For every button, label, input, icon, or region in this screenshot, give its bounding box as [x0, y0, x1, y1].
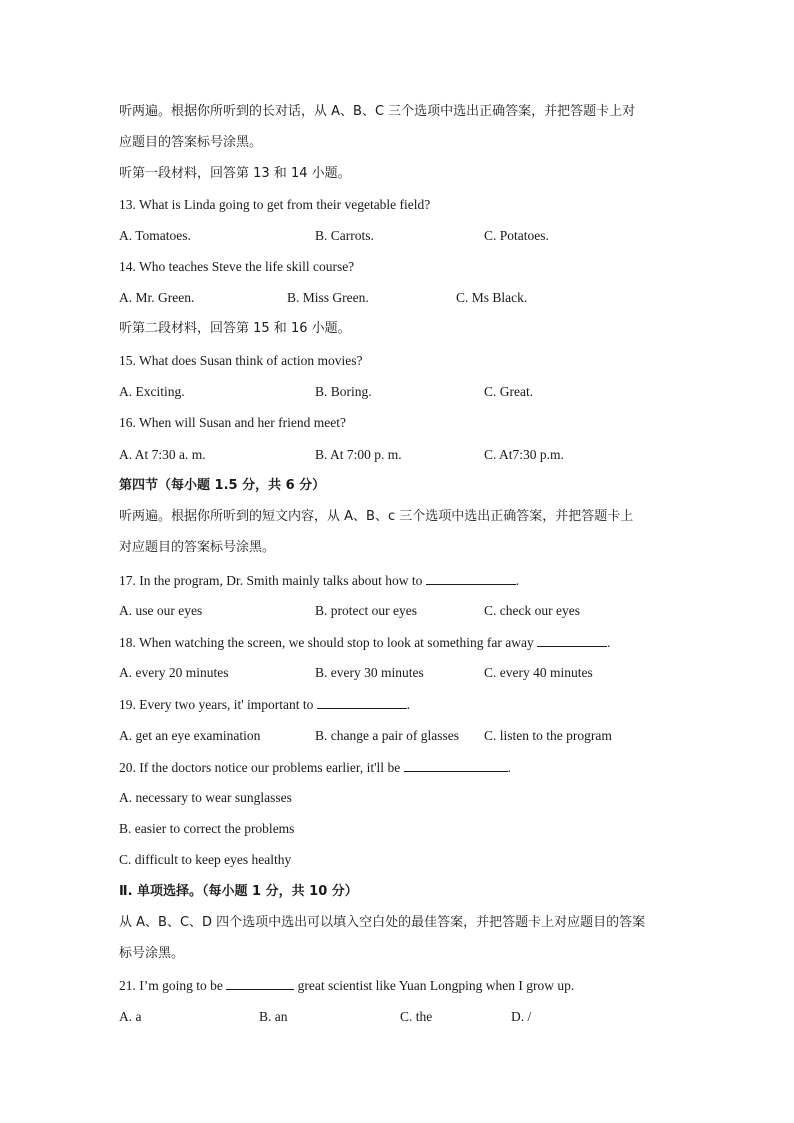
q20-option-c: C. difficult to keep eyes healthy	[119, 852, 292, 867]
part-2-instruction-2: 标号涂黑。	[119, 946, 185, 961]
section-4-heading: 第四节（每小题 1.5 分，共 6 分）	[119, 478, 326, 493]
question-21	[119, 976, 574, 995]
q13-option-b: B. Carrots.	[315, 228, 374, 243]
q16-option-a: A. At 7:30 a. m.	[119, 447, 206, 462]
q19-option-a: A. get an eye examination	[119, 728, 261, 743]
q16-option-c: C. At7:30 p.m.	[484, 447, 564, 462]
q14-option-b: B. Miss Green.	[287, 290, 369, 305]
question-18: 18. When watching the screen, we should stop to look at something far away .	[119, 635, 611, 650]
q17-option-c: C. check our eyes	[484, 603, 580, 618]
q17-option-a: A. use our eyes	[119, 603, 203, 618]
part-2-heading: Ⅱ. 单项选择。（每小题 1 分，共 10 分）	[119, 884, 358, 899]
material-2-heading: 听第二段材料，回答第 15 和 16 小题。	[119, 321, 351, 336]
q14-option-c: C. Ms Black.	[456, 290, 528, 305]
q18-option-a: A. every 20 minutes	[119, 665, 229, 680]
q14-option-a: A. Mr. Green.	[119, 290, 195, 305]
question-14: 14. Who teaches Steve the life skill course?	[119, 259, 355, 274]
q15-option-c: C. Great.	[484, 384, 534, 399]
q21-option-d: D. /	[511, 1009, 532, 1024]
q16-option-b: B. At 7:00 p. m.	[315, 447, 402, 462]
q13-option-a: A. Tomatoes.	[119, 228, 191, 243]
question-15: 15. What does Susan think of action movies?	[119, 353, 363, 368]
question-21-text-start: 21. I’m going to be	[119, 978, 223, 993]
question-20-text: 20. If the doctors notice our problems earlier, it'll be	[119, 760, 401, 775]
q19-option-b: B. change a pair of glasses	[315, 728, 459, 743]
q15-option-a: A. Exciting.	[119, 384, 185, 399]
answer-blank	[537, 633, 607, 647]
section-4-instruction-2: 对应题目的答案标号涂黑。	[119, 540, 276, 555]
question-13: 13. What is Linda going to get from their vegetable field?	[119, 197, 431, 212]
question-20: 20. If the doctors notice our problems earlier, it'll be .	[119, 760, 511, 775]
q21-option-a: A. a	[119, 1009, 142, 1024]
answer-blank	[426, 571, 516, 585]
question-17: 17. In the program, Dr. Smith mainly talks about how to .	[119, 573, 520, 588]
q21-option-c: C. the	[400, 1009, 433, 1024]
q19-option-c: C. listen to the program	[484, 728, 612, 743]
instruction-line-2: 应题目的答案标号涂黑。	[119, 135, 263, 150]
question-19-text: 19. Every two years, it' important to	[119, 697, 314, 712]
q20-option-b: B. easier to correct the problems	[119, 821, 295, 836]
q17-option-b: B. protect our eyes	[315, 603, 417, 618]
q20-option-a: A. necessary to wear sunglasses	[119, 790, 292, 805]
instruction-line-1: 听两遍。根据你所听到的长对话，从 A、B、C 三个选项中选出正确答案，并把答题卡上对	[119, 104, 636, 119]
question-21-text-end: great scientist like Yuan Longping when I grow up.	[297, 978, 575, 993]
q13-option-c: C. Potatoes.	[484, 228, 549, 243]
question-19: 19. Every two years, it' important to .	[119, 697, 411, 712]
section-4-instruction-1: 听两遍。根据你所听到的短文内容，从 A、B、c 三个选项中选出正确答案，并把答题卡上	[119, 509, 634, 524]
question-16: 16. When will Susan and her friend meet?	[119, 415, 346, 430]
answer-blank	[226, 976, 294, 990]
question-18-text: 18. When watching the screen, we should stop to look at something far away	[119, 635, 534, 650]
answer-blank	[404, 758, 508, 772]
q18-option-c: C. every 40 minutes	[484, 665, 593, 680]
material-1-heading: 听第一段材料，回答第 13 和 14 小题。	[119, 166, 351, 181]
q21-option-b: B. an	[259, 1009, 288, 1024]
part-2-instruction-1: 从 A、B、C、D 四个选项中选出可以填入空白处的最佳答案，并把答题卡上对应题目的答案	[119, 915, 646, 930]
answer-blank	[317, 695, 407, 709]
q15-option-b: B. Boring.	[315, 384, 372, 399]
q18-option-b: B. every 30 minutes	[315, 665, 424, 680]
question-17-text: 17. In the program, Dr. Smith mainly talks about how to	[119, 573, 423, 588]
